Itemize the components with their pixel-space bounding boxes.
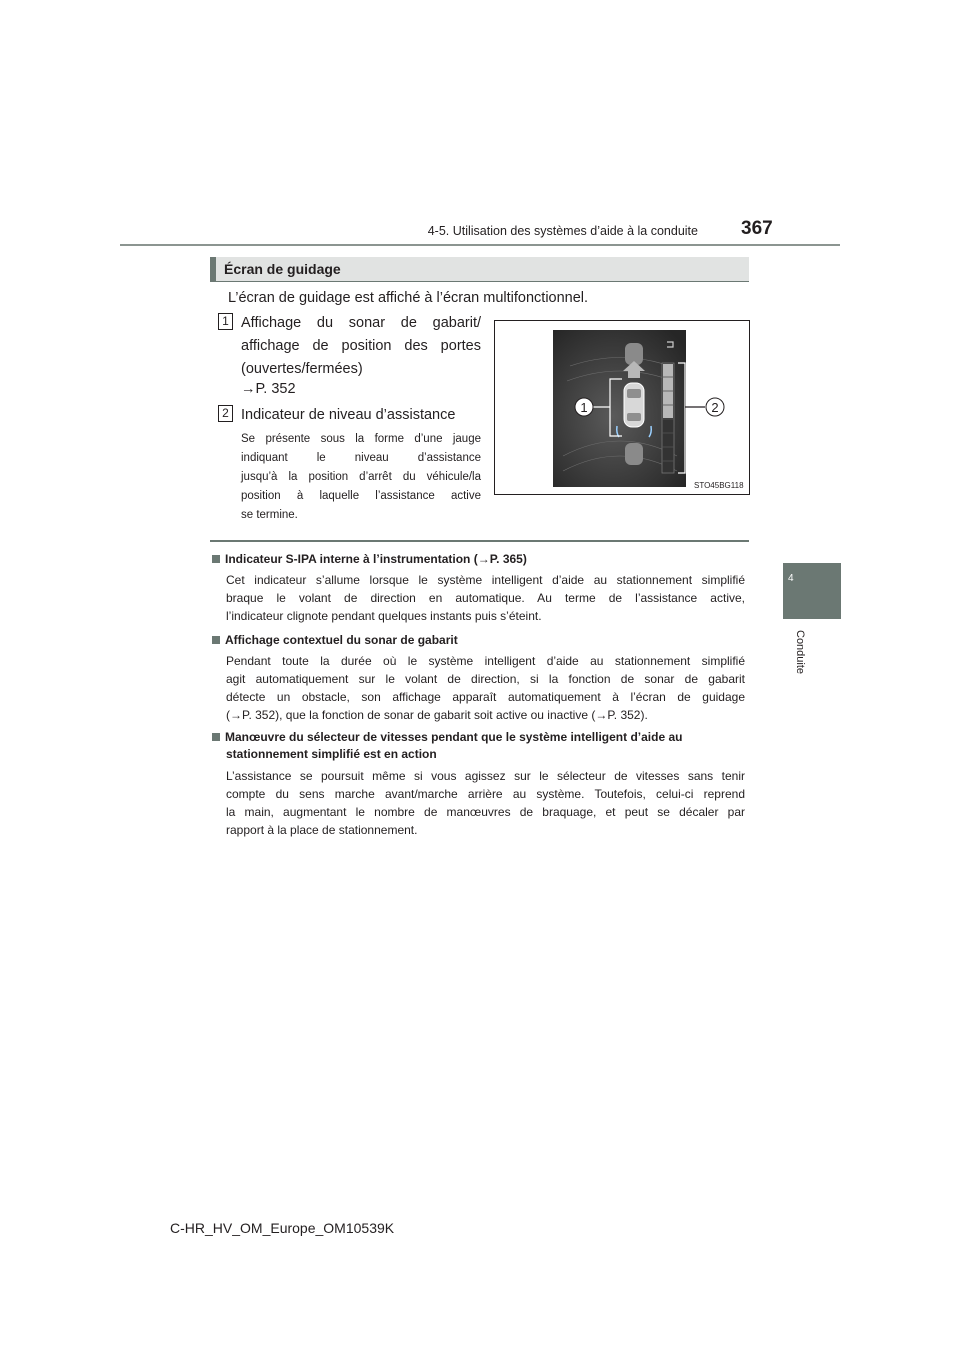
windshield-shape [627, 389, 641, 398]
item-1-line-2: affichage de position des portes [241, 338, 481, 354]
section-intro: L’écran de guidage est affiché à l’écran multifonctionnel. [228, 290, 589, 306]
note-1-line-1: Cet indicateur s’allume lorsque le système intelligent d’aide au stationnement simplifié [226, 573, 745, 587]
note-2-line-1: Pendant toute la durée où le système intelligent d’aide au stationnement simplifié [226, 654, 745, 668]
item-1-line-3: (ouvertes/fermées) [241, 361, 363, 377]
item-2-title: Indicateur de niveau d’assistance [241, 407, 456, 423]
figure-code: STO45BG118 [694, 481, 744, 490]
note-1-title-text: Indicateur S-IPA interne à l’instrumentation (→P. 365) [225, 552, 527, 566]
guidance-screen-illustration [495, 321, 749, 494]
item-2-desc-line-2: indiquant le niveau d’assistance [241, 452, 481, 464]
section-title: Écran de guidage [224, 261, 341, 277]
item-1-reference-link[interactable]: →P. 352 [241, 381, 296, 397]
note-3-square-bullet [212, 733, 220, 741]
footer-document-id: C-HR_HV_OM_Europe_OM10539K [170, 1220, 395, 1236]
item-number-1: 1 [218, 313, 233, 330]
chapter-label: Conduite [794, 630, 806, 675]
item-2-desc-line-5: se termine. [241, 509, 298, 521]
note-2-line-2: agit automatiquement sur le volant de direction, si la fonction de sonar de gabarit [226, 672, 745, 686]
note-3-title-line-1: Manœuvre du sélecteur de vitesses pendant que le système intelligent d’aide au [225, 730, 683, 744]
header-rule [120, 244, 840, 246]
section-divider [210, 540, 749, 542]
note-1-title [212, 551, 750, 568]
item-2-desc-line-1: Se présente sous la forme d’une jauge [241, 433, 481, 445]
note-3-line-1: L’assistance se poursuit même si vous agissez sur le sélecteur de vitesses sans tenir [226, 769, 745, 783]
section-heading-underline [210, 281, 749, 282]
note-1-square-bullet [212, 555, 220, 563]
note-2-title-text: Affichage contextuel du sonar de gabarit [225, 633, 458, 647]
rear-vehicle-icon [625, 443, 643, 465]
item-number-2: 2 [218, 405, 233, 422]
item-2-desc-line-3: jusqu’à la position d’arrêt du véhicule/la [241, 471, 481, 483]
page-number: 367 [741, 218, 773, 239]
rear-window-shape [627, 413, 641, 421]
note-3-line-2: compte du sens marche avant/marche arrière au système. Toutefois, celui-ci reprend [226, 787, 745, 801]
note-1-line-2: braque le volant de direction en automatique. Au terme de l’assistance active, [226, 591, 745, 605]
item-1-line-1: Affichage du sonar de gabarit/ [241, 315, 481, 331]
guidance-screen-figure [494, 320, 750, 495]
note-3-line-3: la main, augmentant le nombre de manœuvres de braquage, et peut se décaler par [226, 805, 745, 819]
header-section-title: 4-5. Utilisation des systèmes d’aide à la conduite [427, 224, 698, 238]
note-2-title [212, 632, 750, 649]
callout-number-1: 1 [580, 400, 588, 415]
note-3-line-4: rapport à la place de stationnement. [226, 823, 418, 837]
note-2-line-3: détecte un obstacle, son affichage apparaît automatiquement à l’écran de guidage [226, 690, 745, 704]
note-3-title-line-2: stationnement simplifié est en action [226, 747, 437, 761]
note-3-title [212, 729, 750, 746]
chapter-number: 4 [788, 573, 794, 584]
callout-number-2: 2 [711, 400, 719, 415]
chapter-tab [783, 563, 841, 619]
note-2-line-4: (→P. 352), que la fonction de sonar de gabarit soit active ou inactive (→P. 352). [226, 708, 648, 722]
item-2-desc-line-4: position à laquelle l’assistance active [241, 490, 481, 502]
note-2-square-bullet [212, 636, 220, 644]
note-1-line-3: l’indicateur clignote pendant quelques instants puis s’éteint. [226, 609, 542, 623]
